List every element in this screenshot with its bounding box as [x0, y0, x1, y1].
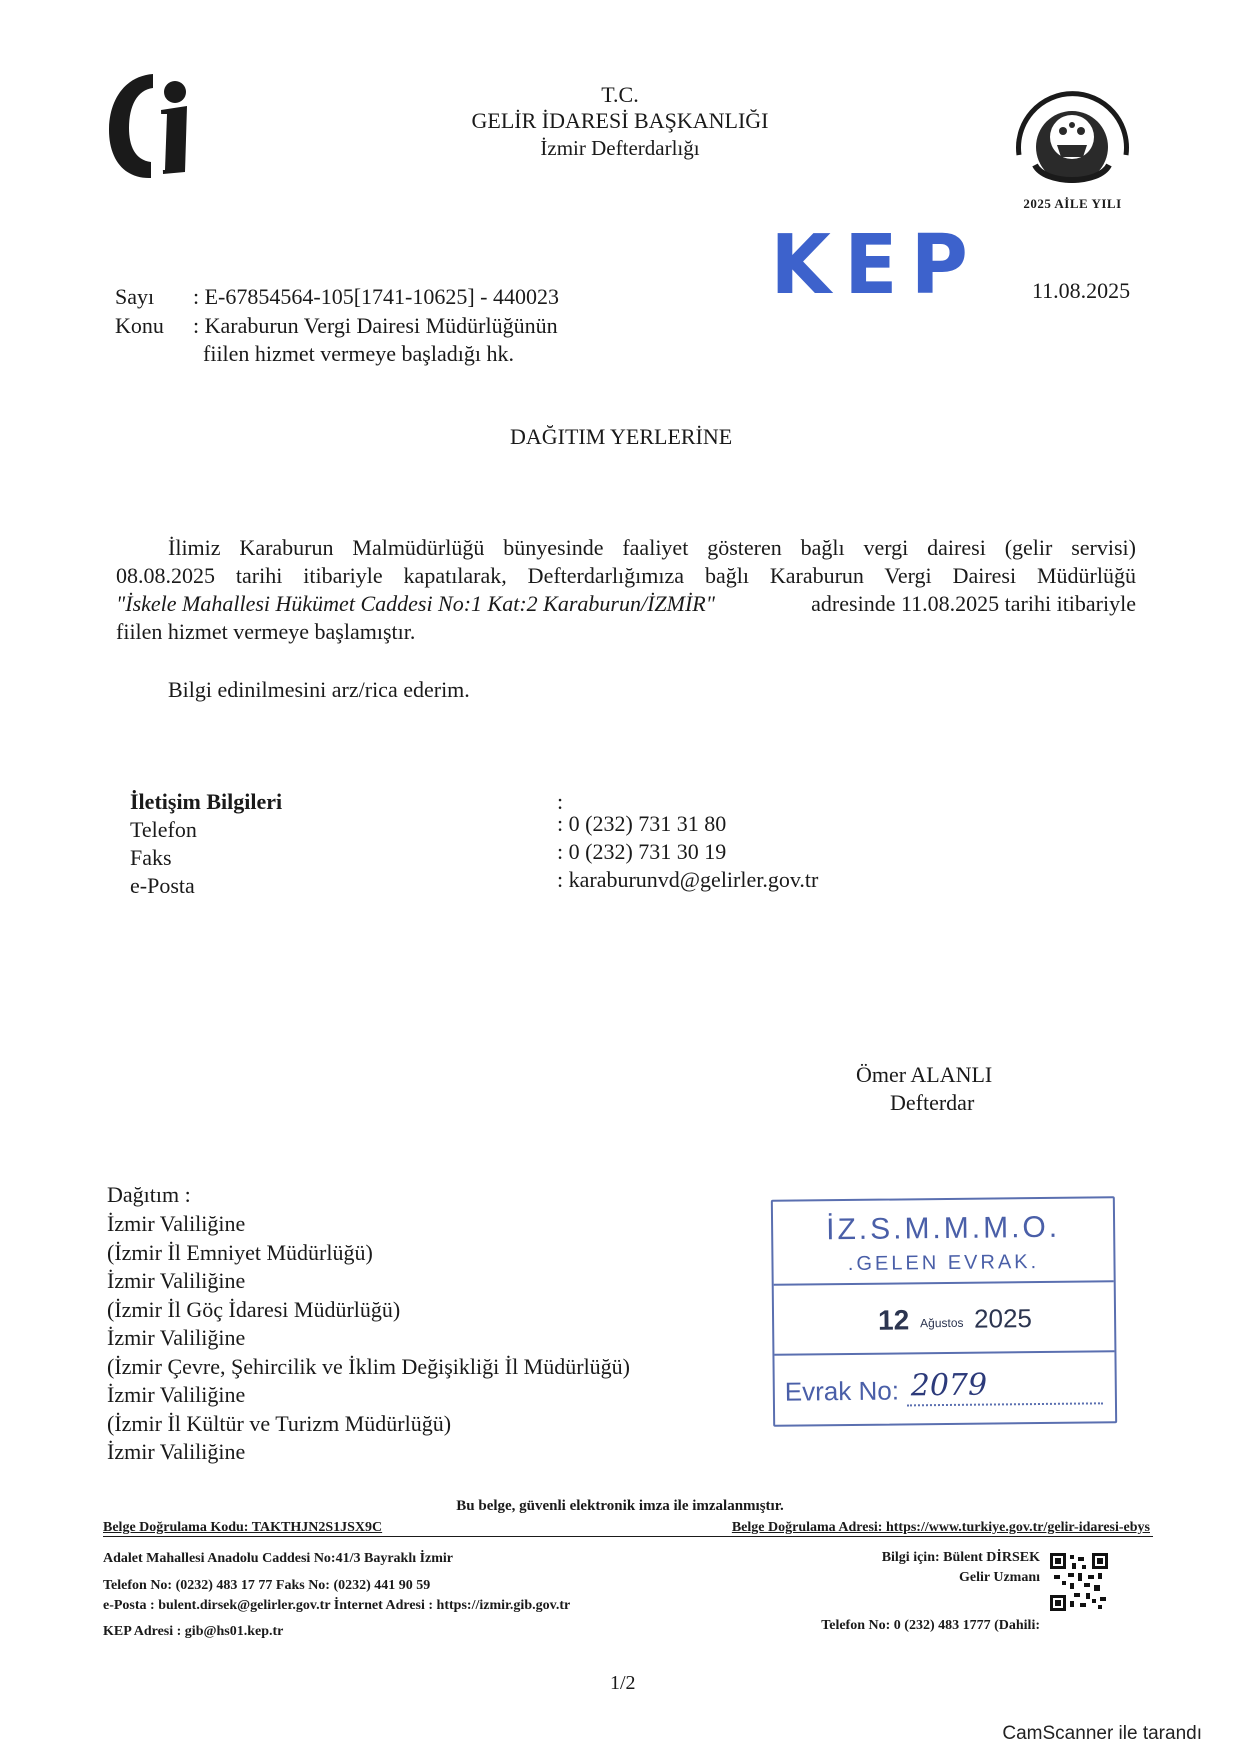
stamp-day: 12 — [877, 1304, 910, 1336]
distribution-item: (İzmir Çevre, Şehircilik ve İklim Değişikliği İl Müdürlüğü) — [107, 1353, 631, 1379]
contact-fax-label: Faks — [130, 845, 172, 870]
footer-esign: Bu belge, güvenli elektronik imza ile imzalanmıştır. — [456, 1498, 784, 1514]
distribution-list — [107, 1210, 630, 1467]
distribution-item: (İzmir İl Emniyet Müdürlüğü) — [107, 1239, 373, 1265]
distribution-item: İzmir Valiliğine — [107, 1382, 246, 1407]
distribution-title: Dağıtım : — [107, 1182, 191, 1207]
document-date: 11.08.2025 — [1032, 278, 1131, 303]
body-line-1: İlimiz Karaburun Malmüdürlüğü bünyesinde faaliyet gösteren bağlı vergi dairesi (gelir servisi) — [168, 535, 1136, 560]
signatory-name: Ömer ALANLI — [856, 1062, 993, 1087]
konu-value-line1: : Karaburun Vergi Dairesi Müdürlüğünün — [193, 313, 558, 338]
header-office: İzmir Defterdarlığı — [540, 136, 700, 160]
distribution-item: (İzmir İl Kültür ve Turizm Müdürlüğü) — [107, 1410, 452, 1436]
contact-fax-value: : 0 (232) 731 30 19 — [557, 839, 727, 864]
distribution-item: (İzmir İl Göç İdaresi Müdürlüğü) — [107, 1296, 401, 1322]
header-tc: T.C. — [601, 82, 639, 107]
qr-code-icon — [1050, 1553, 1108, 1611]
konu-label: Konu — [115, 313, 164, 338]
stamp-month: Ağustos — [920, 1315, 964, 1331]
received-stamp — [771, 1196, 1117, 1427]
header-institution: GELİR İDARESİ BAŞKANLIĞI — [471, 108, 769, 133]
body-line-4: fiilen hizmet vermeye başlamıştır. — [116, 619, 416, 644]
footer-info-phone: Telefon No: 0 (232) 483 1777 (Dahili: — [821, 1618, 1040, 1633]
stamp-label: .GELEN EVRAK. — [847, 1251, 1040, 1276]
footer-email-web: e-Posta : bulent.dirsek@gelirler.gov.tr İnternet Adresi : https://izmir.gib.gov.tr — [103, 1598, 571, 1613]
footer-verify-address: Belge Doğrulama Adresi: https://www.turkiye.gov.tr/gelir-idaresi-ebys — [731, 1520, 1150, 1535]
distribution-item: İzmir Valiliğine — [107, 1268, 246, 1293]
sayi-value: : E-67854564-105[1741-10625] - 440023 — [193, 284, 560, 309]
body-line-2: 08.08.2025 tarihi itibariyle kapatılarak, Defterdarlığımıza bağlı Karaburun Vergi Dairesi Müdürlüğü — [116, 563, 1136, 588]
footer-address: Adalet Mahallesi Anadolu Caddesi No:41/3 Bayraklı İzmir — [103, 1551, 454, 1566]
distribution-item: İzmir Valiliğine — [107, 1325, 246, 1350]
contact-title-sep: : — [557, 789, 564, 814]
body-address: "İskele Mahallesi Hükümet Caddesi No:1 Kat:2 Karaburun/İZMİR" — [116, 591, 715, 616]
contact-email-value: : karaburunvd@gelirler.gov.tr — [557, 867, 819, 892]
footer-info-contact: Bilgi için: Bülent DİRSEK — [881, 1550, 1040, 1565]
emblem-caption: 2025 AİLE YILI — [1023, 196, 1122, 211]
stamp-year: 2025 — [973, 1303, 1033, 1334]
signatory-title: Defterdar — [890, 1090, 975, 1115]
stamp-evrak-label: Evrak No: — [784, 1375, 900, 1407]
footer-kep-address: KEP Adresi : gib@hs01.kep.tr — [103, 1624, 284, 1639]
body-line-3-rest: adresinde 11.08.2025 tarihi itibariyle — [811, 591, 1136, 616]
distribution-item: İzmir Valiliğine — [107, 1211, 246, 1236]
contact-email-label: e-Posta — [130, 873, 195, 898]
body-line-3 — [116, 590, 1136, 617]
scanner-watermark: CamScanner ile tarandı — [1002, 1723, 1202, 1744]
kep-stamp: KEP — [770, 218, 982, 313]
body-closing: Bilgi edinilmesini arz/rica ederim. — [168, 677, 470, 702]
distribution-item: İzmir Valiliğine — [107, 1439, 246, 1464]
contact-phone-value: : 0 (232) 731 31 80 — [557, 811, 727, 836]
contact-phone-label: Telefon — [130, 817, 197, 842]
footer-phone-fax: Telefon No: (0232) 483 17 77 Faks No: (0232) 441 90 59 — [103, 1578, 431, 1593]
recipient-heading: DAĞITIM YERLERİNE — [510, 424, 733, 449]
contact-title: İletişim Bilgileri — [130, 789, 283, 814]
stamp-evrak-no: 2079 — [910, 1367, 988, 1404]
stamp-org: İZ.S.M.M.M.O. — [825, 1210, 1061, 1247]
page-number: 1/2 — [610, 1672, 636, 1694]
sayi-label: Sayı — [115, 284, 155, 309]
footer-info-title: Gelir Uzmanı — [958, 1570, 1040, 1585]
footer-verify-code: Belge Doğrulama Kodu: TAKTHJN2S1JSX9C — [103, 1520, 383, 1535]
konu-value-line2: fiilen hizmet vermeye başladığı hk. — [203, 341, 514, 366]
